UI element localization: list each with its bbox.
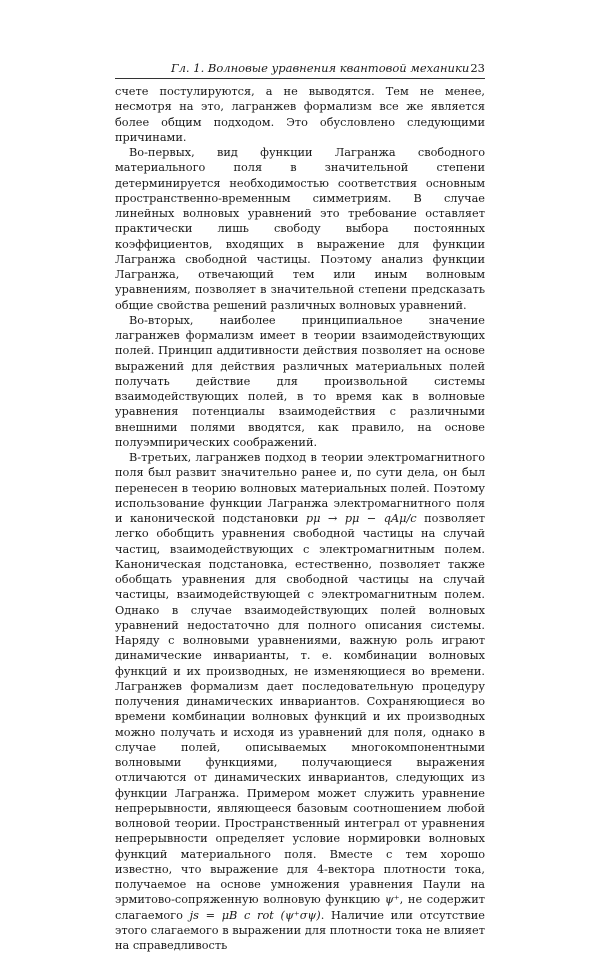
body-text [115,84,485,953]
paragraph-third-reason-part4: . Наличие или отсутствие этого слагаемого в выражении для плотности тока не влияет на справедливость [115,908,485,952]
paragraph-third-reason-part2: позволяет легко обобщить уравнения свободной частицы на случай частиц, взаимодействующих с электромагнитным полем. Каноническая подстановка, естественно, позволяет также обобщать уравнения для свободной частицы на случай частицы, взаимодействующей с электромагнитным полем. Однако в случае взаимодействующих полей волновых уравнений недостаточно для полного описания системы. Наряду с волновыми уравнениями, важную роль играют динамические инварианты, т. е. комбинации волновых функций и их производных, не изменяющиеся во времени. Лагранжев формализм дает последовательную процедуру получения динамических инвариантов. Сохраняющиеся во времени комбинации волновых функций и их производных можно получать и исходя из уравнений для поля, однако в случае полей, описываемых многокомпонентными волновыми функциями, получающиеся выражения отличаются от динамических инвариантов, следующих из функции Лагранжа. Примером может служить уравнение непрерывности, являющееся базовым соотношением любой волновой теории. Пространственный интеграл от уравнения непрерывности определяет условие нормировки волновых функций материального поля. Вместе с тем хорошо известно, что выражение для 4-вектора плотности тока, получаемое на основе умножения уравнения Паули на эрмитово-сопряженную волновую функцию [115,512,486,907]
paragraph-third-reason-part3: , не содержит слагаемого [115,893,485,922]
paragraph-third-reason [115,450,485,953]
spin-current-formula: js = μB c rot (ψ⁺σψ) [189,908,321,922]
paragraph-third-reason-part1: В-третьих, лагранжев подход в теории электромагнитного поля был развит значительно ранее и, по сути дела, он был перенесен в теорию волновых материальных полей. Поэтому использование функции Лагранжа электромагнитного поля и канонической подстановки [115,451,485,525]
running-header [115,60,485,79]
paragraph-first-reason: Во-первых, вид функции Лагранжа свободного материального поля в значительной степени детерминируется необходимостью соответствия основным пространственно-временным симметриям. В случае линейных волновых уравнений это требование оставляет практически лишь свободу выбора постоянных коэффициентов, входящих в выражение для функции Лагранжа свободной частицы. Поэтому анализ функции Лагранжа, отвечающий тем или иным волновым уравнениям, позволяет в значительной степени предсказать общие свойства решений различных волновых уравнений. [115,146,485,312]
canonical-substitution-formula: pμ → pμ − qAμ/c [305,512,417,525]
paragraph-continuation: счете постулируются, а не выводятся. Тем не менее, несмотря на это, лагранжев формализм все же является более общим подходом. Это обусловлено следующими причинами. [115,85,485,144]
paragraph-second-reason: Во-вторых, наиболее принципиальное значение лагранжев формализм имеет в теории взаимодействующих полей. Принцип аддитивности действия позволяет на основе выражений для действия различных материальных полей получать действие для произвольной системы взаимодействующих полей, в то время как в волновые уравнения потенциалы взаимодействия с различными внешними полями вводятся, как правило, на основе полуэмпирических соображений. [115,313,485,449]
psi-conjugate-formula: ψ⁺ [384,893,400,907]
page-number: 23 [470,61,485,75]
running-title: Гл. 1. Волновые уравнения квантовой механики [171,61,470,75]
